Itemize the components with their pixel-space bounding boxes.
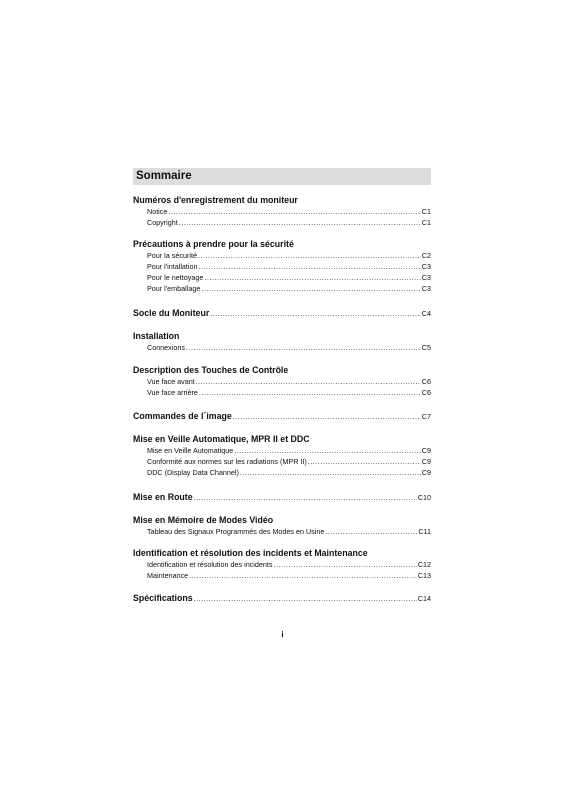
entry-page: C11 xyxy=(418,527,431,536)
toc-entry[interactable] xyxy=(133,467,431,478)
toc-entry[interactable] xyxy=(133,592,431,605)
leader-dots xyxy=(194,491,417,504)
entry-page: C3 xyxy=(421,273,431,282)
leader-dots xyxy=(194,592,417,605)
entry-page: C13 xyxy=(417,571,431,580)
section-heading: Commandes de l´image xyxy=(133,411,232,421)
entry-label: Mise en Veille Automatique xyxy=(147,446,234,455)
toc-entry[interactable] xyxy=(133,559,431,570)
section-heading: Description des Touches de Contrôle xyxy=(133,365,289,375)
leader-dots xyxy=(240,467,421,478)
entry-page: C6 xyxy=(421,388,431,397)
entry-page: C3 xyxy=(421,284,431,293)
toc-section xyxy=(133,330,431,353)
section-heading: Mise en Veille Automatique, MPR II et DDC xyxy=(133,434,310,444)
leader-dots xyxy=(199,387,421,398)
leader-dots xyxy=(179,217,421,228)
toc-entry[interactable] xyxy=(133,445,431,456)
entry-page: C14 xyxy=(417,594,431,603)
toc-entry[interactable] xyxy=(133,387,431,398)
toc-entry[interactable] xyxy=(133,206,431,217)
leader-dots xyxy=(196,376,421,387)
toc-section xyxy=(133,194,431,228)
toc-entry[interactable] xyxy=(133,526,431,537)
toc-entry[interactable] xyxy=(133,250,431,261)
entry-page: C3 xyxy=(421,262,431,271)
entry-page: C6 xyxy=(421,377,431,386)
toc-section xyxy=(133,433,431,478)
leader-dots xyxy=(234,445,420,456)
toc-section[interactable] xyxy=(133,592,431,605)
leader-dots xyxy=(198,250,421,261)
entry-label: Pour l'emballage xyxy=(147,284,201,293)
entry-label: Identification et résolution des incidents xyxy=(147,560,273,569)
entry-page: C12 xyxy=(417,560,431,569)
leader-dots xyxy=(168,206,420,217)
section-heading: Numéros d'enregistrement du moniteur xyxy=(133,195,298,205)
leader-dots xyxy=(199,261,421,272)
entry-page: C9 xyxy=(421,446,431,455)
entry-label: Pour le nettoyage xyxy=(147,273,204,282)
toc-entry[interactable] xyxy=(133,570,431,581)
page-number: i xyxy=(281,630,284,639)
entry-label: DDC (Display Data Channel) xyxy=(147,468,239,477)
toc-entry[interactable] xyxy=(133,307,431,320)
entry-page: C4 xyxy=(421,309,431,318)
leader-dots xyxy=(273,559,416,570)
table-of-contents xyxy=(133,168,431,603)
entry-page: C7 xyxy=(421,412,431,421)
toc-section xyxy=(133,238,431,294)
entry-page: C2 xyxy=(421,251,431,260)
leader-dots xyxy=(186,342,421,353)
section-heading: Mise en Route xyxy=(133,492,193,502)
leader-dots xyxy=(210,307,421,320)
entry-label: Vue face arrière xyxy=(147,388,198,397)
section-heading: Précautions à prendre pour la sécurité xyxy=(133,239,294,249)
section-heading: Mise en Mémoire de Modes Vidéo xyxy=(133,515,274,525)
section-heading: Installation xyxy=(133,331,180,341)
toc-section xyxy=(133,364,431,398)
leader-dots xyxy=(325,526,417,537)
entry-label: Vue face avant xyxy=(147,377,195,386)
section-heading: Spécifications xyxy=(133,593,193,603)
leader-dots xyxy=(204,272,420,283)
section-heading: Socle du Moniteur xyxy=(133,308,210,318)
leader-dots xyxy=(308,456,421,467)
toc-section xyxy=(133,547,431,581)
entry-page: C5 xyxy=(421,343,431,352)
entry-page: C9 xyxy=(421,457,431,466)
toc-entry[interactable] xyxy=(133,261,431,272)
entry-label: Pour la sécurité xyxy=(147,251,197,260)
toc-section[interactable] xyxy=(133,307,431,320)
toc-section xyxy=(133,514,431,537)
entry-page: C10 xyxy=(417,493,431,502)
entry-label: Connexions xyxy=(147,343,185,352)
entry-page: C1 xyxy=(421,207,431,216)
entry-label: Pour l'intallation xyxy=(147,262,198,271)
entry-label: Conformité aux normes sur les radiations (MPR II) xyxy=(147,457,307,466)
toc-entry[interactable] xyxy=(133,272,431,283)
toc-entry[interactable] xyxy=(133,456,431,467)
toc-entry[interactable] xyxy=(133,217,431,228)
toc-title: Sommaire xyxy=(133,168,431,185)
entry-label: Notice xyxy=(147,207,168,216)
toc-entry[interactable] xyxy=(133,283,431,294)
entry-page: C1 xyxy=(421,218,431,227)
toc-section[interactable] xyxy=(133,410,431,423)
toc-entry[interactable] xyxy=(133,491,431,504)
toc-entry[interactable] xyxy=(133,410,431,423)
leader-dots xyxy=(201,283,420,294)
entry-label: Maintenance xyxy=(147,571,189,580)
toc-entry[interactable] xyxy=(133,376,431,387)
section-heading: Identification et résolution des incidents et Maintenance xyxy=(133,548,368,558)
entry-page: C9 xyxy=(421,468,431,477)
entry-label: Copyright xyxy=(147,218,178,227)
toc-section[interactable] xyxy=(133,491,431,504)
toc-entry[interactable] xyxy=(133,342,431,353)
entry-label: Tableau des Signaux Programmés des Modes en Usine xyxy=(147,527,325,536)
leader-dots xyxy=(189,570,417,581)
leader-dots xyxy=(233,410,421,423)
